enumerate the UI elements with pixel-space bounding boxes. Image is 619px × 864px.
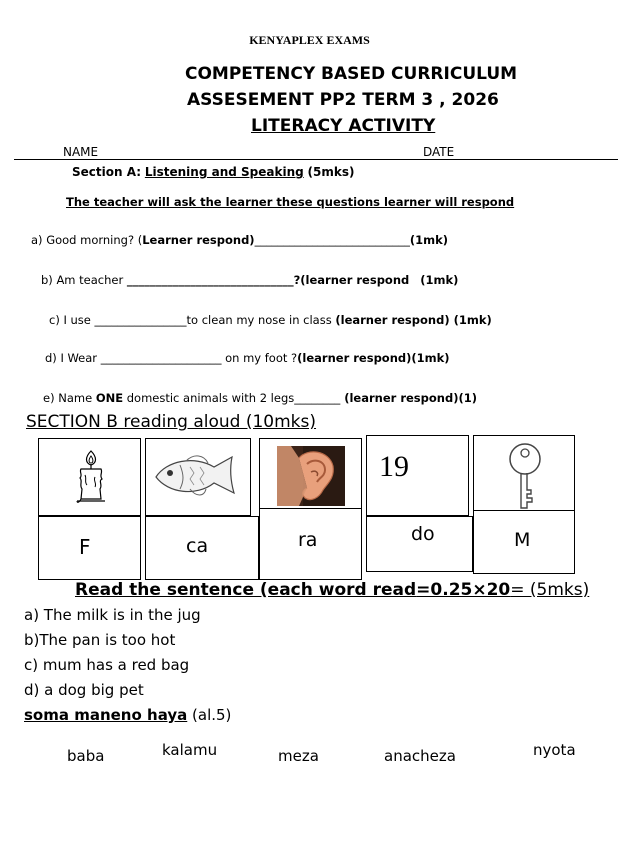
question-a-marks: (1mk) bbox=[409, 233, 448, 247]
question-a-text: a) Good morning? ( bbox=[31, 233, 143, 247]
read-sentence-label: Read the sentence (each word read bbox=[75, 580, 417, 600]
soma-marks: (al.5) bbox=[187, 706, 232, 724]
picture-cell-number bbox=[366, 435, 469, 516]
candle-icon bbox=[71, 447, 111, 507]
soma-title bbox=[24, 706, 231, 724]
read-sentence-formula: =0.25×20 bbox=[416, 580, 511, 600]
name-date-rule bbox=[14, 159, 618, 160]
question-b-blank: _____________________________ bbox=[126, 273, 294, 287]
read-sentence-title bbox=[75, 580, 589, 600]
question-a-blank: ___________________________ bbox=[254, 233, 410, 247]
syllable-cell-2 bbox=[145, 516, 259, 580]
name-label: NAME bbox=[63, 145, 99, 159]
syllable-do: do bbox=[411, 523, 435, 545]
sentence-d: d) a dog big pet bbox=[24, 681, 144, 699]
question-d-text: d) I Wear bbox=[45, 351, 101, 365]
picture-cell-fish bbox=[145, 438, 251, 516]
question-e-one: ONE bbox=[95, 391, 124, 405]
syllable-cell-1 bbox=[38, 516, 141, 580]
question-c-text: c) I use bbox=[49, 313, 95, 327]
section-a-instruction: The teacher will ask the learner these questions learner will respond bbox=[66, 195, 515, 209]
question-c-blank: ________________ bbox=[94, 313, 187, 327]
syllable-cell-5 bbox=[473, 510, 575, 574]
sentence-c: c) mum has a red bag bbox=[24, 656, 190, 674]
section-a-title bbox=[72, 165, 355, 179]
header-line1: COMPETENCY BASED CURRICULUM bbox=[185, 64, 518, 84]
question-b-marks: (1mk) bbox=[420, 273, 459, 287]
word-kalamu: kalamu bbox=[162, 741, 218, 759]
question-e-respond: (learner respond)(1) bbox=[340, 391, 477, 405]
read-sentence-marks: = (5mks) bbox=[510, 580, 590, 600]
word-baba: baba bbox=[67, 747, 105, 765]
syllable-ra: ra bbox=[298, 529, 318, 551]
picture-cell-ear bbox=[259, 438, 362, 516]
header-line3: LITERACY ACTIVITY bbox=[251, 116, 436, 136]
section-b-title: SECTION B reading aloud (10mks) bbox=[26, 412, 317, 432]
number-nineteen: 19 bbox=[379, 450, 409, 483]
question-d-blank: _____________________ bbox=[100, 351, 222, 365]
question-b bbox=[41, 273, 458, 287]
question-d-respond: (learner respond)(1mk) bbox=[297, 351, 450, 365]
syllable-cell-3 bbox=[259, 508, 362, 580]
fish-icon bbox=[150, 449, 246, 503]
word-anacheza: anacheza bbox=[384, 747, 456, 765]
syllable-ca: ca bbox=[186, 535, 209, 557]
question-e-blank: ________ bbox=[294, 391, 341, 405]
question-e-mid: domestic animals with 2 legs bbox=[123, 391, 295, 405]
exam-org: KENYAPLEX EXAMS bbox=[249, 33, 370, 47]
question-d bbox=[45, 351, 450, 365]
question-e bbox=[43, 391, 477, 405]
section-a-marks: (5mks) bbox=[307, 165, 355, 179]
ear-icon bbox=[277, 446, 345, 506]
date-label: DATE bbox=[423, 145, 455, 159]
question-c bbox=[49, 313, 492, 327]
question-b-respond: ?(learner respond bbox=[293, 273, 410, 287]
word-meza: meza bbox=[278, 747, 319, 765]
question-b-text: b) Am teacher bbox=[41, 273, 127, 287]
section-a-prefix: Section A: bbox=[72, 165, 142, 179]
question-a-respond: Learner respond) bbox=[142, 233, 255, 247]
question-e-text: e) Name bbox=[43, 391, 96, 405]
question-a bbox=[31, 233, 448, 247]
syllable-cell-4 bbox=[366, 516, 473, 572]
syllable-m: M bbox=[514, 529, 531, 551]
header-line2: ASSESEMENT PP2 TERM 3 , 2026 bbox=[187, 90, 499, 110]
sentence-b: b)The pan is too hot bbox=[24, 631, 176, 649]
question-c-mid: to clean my nose in class bbox=[186, 313, 336, 327]
soma-label: soma maneno haya bbox=[24, 706, 188, 724]
question-d-mid: on my foot ? bbox=[221, 351, 298, 365]
picture-cell-key bbox=[473, 435, 575, 516]
question-c-respond: (learner respond) (1mk) bbox=[335, 313, 492, 327]
syllable-f: F bbox=[79, 535, 91, 559]
picture-cell-candle bbox=[38, 438, 141, 516]
key-icon bbox=[502, 442, 548, 512]
sentence-a: a) The milk is in the jug bbox=[24, 606, 201, 624]
word-nyota: nyota bbox=[533, 741, 576, 759]
section-a-topic: Listening and Speaking bbox=[144, 165, 304, 179]
